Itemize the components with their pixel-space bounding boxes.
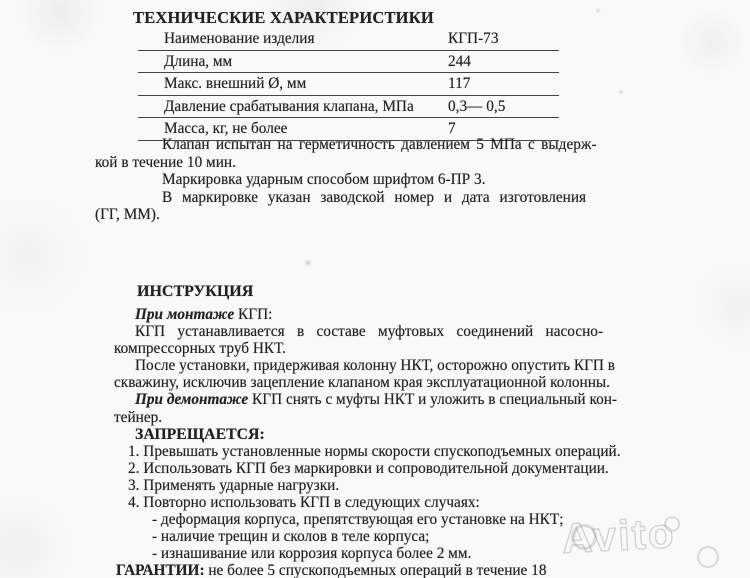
watermark-circle-icon bbox=[664, 516, 680, 532]
watermark-circle-icon bbox=[697, 546, 719, 568]
prohibition-subitem: - изнашивание или коррозия корпуса более 2 мм. bbox=[152, 545, 472, 563]
instruction-line: компрессорных труб НКТ. bbox=[114, 340, 286, 358]
spec-value: 7 bbox=[448, 120, 456, 137]
prohibition-subitem: - деформация корпуса, препятствующая его установке на НКТ; bbox=[152, 511, 564, 529]
mount-lead: При монтаже bbox=[135, 306, 235, 323]
spec-row-length bbox=[138, 51, 559, 74]
spec-table bbox=[138, 28, 559, 141]
instruction-heading: ИНСТРУКЦИЯ bbox=[137, 283, 254, 300]
prohibition-item: 3. Применять ударные нагрузки. bbox=[128, 476, 340, 494]
prohibition-subitem: - наличие трещин и сколов в теле корпуса; bbox=[152, 528, 430, 546]
spec-label: Макс. внешний Ø, мм bbox=[164, 75, 307, 92]
prohibitions-heading: ЗАПРЕЩАЕТСЯ: bbox=[135, 425, 265, 443]
note-line: (ГГ, ММ). bbox=[95, 206, 160, 224]
spec-section-title: ТЕХНИЧЕСКИЕ ХАРАКТЕРИСТИКИ bbox=[133, 8, 434, 27]
instruction-line: После установки, придерживая колонну НКТ, осторожно опустить КГП в bbox=[135, 357, 616, 375]
spec-value: 117 bbox=[448, 75, 471, 92]
warranty-text: не более 5 спускоподъемных операций в течение 18 bbox=[204, 562, 547, 578]
warranty-line bbox=[114, 562, 614, 578]
note-line: кой в течение 10 мин. bbox=[95, 153, 236, 171]
spec-row-product-name bbox=[138, 28, 559, 51]
avito-watermark: Avito bbox=[560, 509, 677, 562]
spec-value: 244 bbox=[448, 52, 471, 70]
spec-row-diameter bbox=[138, 73, 559, 96]
prohibition-item: 4. Повторно использовать КГП в следующих случаях: bbox=[128, 494, 480, 512]
demount-lead: При демонтаже bbox=[135, 391, 249, 409]
spec-row-pressure bbox=[138, 96, 559, 119]
instruction-line: скважину, исключив зацепление клапаном края эксплуатационной колонны. bbox=[114, 374, 610, 392]
demount-line bbox=[114, 391, 618, 409]
prohibition-item: 1. Превышать установленные нормы скорости спускоподъемных операций. bbox=[128, 442, 621, 460]
prohibition-item: 2. Использовать КГП без маркировки и сопроводительной документации. bbox=[128, 459, 609, 477]
mount-rest: КГП: bbox=[234, 306, 273, 323]
mount-line bbox=[114, 306, 614, 323]
note-line: Маркировка ударным способом шрифтом 6-ПР 3. bbox=[162, 171, 486, 189]
spec-label: Давление срабатывания клапана, МПа bbox=[164, 97, 414, 115]
instruction-line: КГП устанавливается в составе муфтовых соединений насосно- bbox=[135, 323, 604, 341]
note-line: Клапан испытан на герметичность давлением 5 МПа с выдерж- bbox=[162, 136, 597, 153]
spec-label: Длина, мм bbox=[164, 52, 233, 70]
note-line: В маркировке указан заводской номер и дата изготовления bbox=[162, 188, 587, 206]
warranty-label: ГАРАНТИИ: bbox=[116, 562, 205, 578]
demount-rest: КГП снять с муфты НКТ и уложить в специальный кон- bbox=[248, 391, 618, 409]
spec-value: КГП-73 bbox=[448, 30, 499, 47]
spec-label: Наименование изделия bbox=[164, 30, 315, 47]
spec-notes bbox=[95, 136, 610, 224]
spec-value: 0,3— 0,5 bbox=[448, 97, 506, 115]
spec-label: Масса, кг, не более bbox=[164, 120, 288, 137]
instruction-line: тейнер. bbox=[114, 408, 163, 426]
